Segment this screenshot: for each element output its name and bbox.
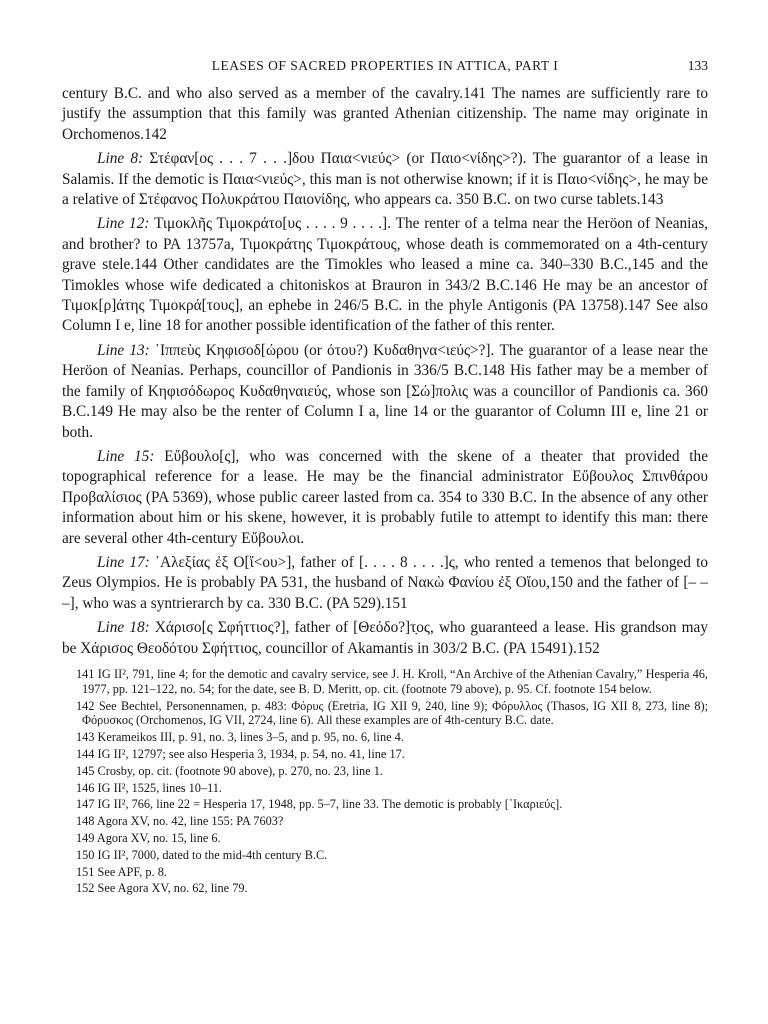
running-title: LEASES OF SACRED PROPERTIES IN ATTICA, PART I [211,58,559,73]
footnote: 145 Crosby, op. cit. (footnote 90 above), p. 270, no. 23, line 1. [76,763,383,778]
footnote: 141 IG II², 791, line 4; for the demotic and cavalry service, see J. H. Kroll, “An Archive of the Athenian Cavalry,” Hesperia 46, 1977, pp. 121–122, no. 54; for the date, see B. D. Meritt, op. cit. (footnote 79 above), p. 95. Cf. footnote 154 below. [76,666,708,696]
document-page [62,58,708,898]
paragraph-text: Τιμοκλῆς Τιμοκράτο[υς . . . . 9 . . . .]. The renter of a telma near the Heröon of Neanias, and brother? to PA 13757a, Τιμοκράτης Τιμοκράτους, whose death is commemorated on a 4th-century grave stele.144 Other candidates are the Timokles who leased a mine ca. 340–330 B.C.,145 and the Timokles whose wife dedicated a chitoniskos at Brauron in 343/2 B.C.146 He may be an ancestor of Τιμοκ[ρ]άτης Τιμοκρά[τους], an ephebe in 246/5 B.C. in the phyle Antigonis (PA 13758).147 See also Column I e, line 18 for another possible identification of the father of this renter. [62,215,708,335]
paragraph [62,553,708,614]
line-label: Line 13: [97,341,150,359]
footnote: 150 IG II², 7000, dated to the mid-4th century B.C. [76,847,328,862]
running-header [62,58,708,84]
line-label: Line 17: [97,553,150,571]
footnotes [62,667,708,896]
paragraph [62,84,708,145]
paragraph-text: century B.C. and who also served as a member of the cavalry.141 The names are sufficiently rare to justify the assumption that this family was granted Athenian citizenship. The name may originate in Orchomenos.142 [62,85,708,143]
line-label: Line 12: [97,215,150,233]
paragraph-text: ᾽Αλεξίας ἐξ Ο[ἴ<ου>], father of [. . . . 8 . . . .]ς, who rented a temenos that belonged to Zeus Olympios. He is probably PA 531, the husband of Νακὼ Φανίου ἐξ Οἴου,150 and the father of [– – –], who was a syntrierarch by ca. 330 B.C. (PA 529).151 [62,553,708,612]
line-label: Line 8: [97,150,144,168]
paragraph [62,618,708,659]
footnote: 143 Kerameikos III, p. 91, no. 3, lines 3–5, and p. 95, no. 6, line 4. [76,730,404,745]
footnote: 146 IG II², 1525, lines 10–11. [76,780,222,795]
body-text [62,84,708,659]
line-label: Line 15: [97,447,155,465]
paragraph-text: Εὔβουλο[ς], who was concerned with the skene of a theater that provided the topographical reference for a lease. He may be the financial administrator Εὔβουλος Σπινθάρου Προβαλίσιος (PA 5369), whose public career lasted from ca. 354 to 330 B.C. In the absence of any other information about him or his skene, however, it is probably futile to attempt to identify this man: there are several other 4th-century Εὔβουλοι. [62,447,708,547]
footnote: 144 IG II², 12797; see also Hesperia 3, 1934, p. 54, no. 41, line 17. [76,746,405,761]
paragraph [62,341,708,443]
page-number: 133 [687,58,708,73]
paragraph [62,149,708,210]
paragraph [62,447,708,549]
footnote: 149 Agora XV, no. 15, line 6. [76,830,221,845]
paragraph-text: Χάρισο[ς Σφήττιος?], father of [Θεόδο?]τ̣ος, who guaranteed a lease. His grandson may be Χάρισος Θεοδότου Σφήττιος, councillor of Akamantis in 303/2 B.C. (PA 15491).152 [62,619,708,657]
footnote: 151 See APF, p. 8. [76,864,167,879]
footnote: 152 See Agora XV, no. 62, line 79. [76,881,248,896]
footnote: 142 See Bechtel, Personennamen, p. 483: Φόρυς (Eretria, IG XII 9, 240, line 9); Φόρυλλος (Thasos, IG XII 8, 273, line 8); Φόρυσκος (Orchomenos, IG VII, 2724, line 6). All these examples are of 4th-century B.C. date. [76,698,708,728]
footnote: 148 Agora XV, no. 42, line 155: PA 7603? [76,814,284,829]
footnote: 147 IG II², 766, line 22 = Hesperia 17, 1948, pp. 5–7, line 33. The demotic is probably [᾽Ικαριεύς]. [76,797,563,812]
paragraph [62,214,708,336]
paragraph-text: Στέφαν[ος . . . 7 . . .]δου Παια<νιεύς> (or Παιο<νίδης>?). The guarantor of a lease in Salamis. If the demotic is Παια<νιεύς>, this man is not otherwise known; if it is Παιο<νίδης>, he may be a relative of Στέφανος Πολυκράτου Παιονίδης, who appears ca. 350 B.C. on two curse tablets.143 [62,150,708,209]
paragraph-text: ῾Ιππεὺς Κηφισοδ[ώρου (or ότου?) Κυδαθηνα<ιεύς>?]. The guarantor of a lease near the Heröon of Neanias. Perhaps, councillor of Pandionis in 336/5 B.C.148 His father may be a member of the family of Κηφισόδωρος Κυδαθηναιεύς, whose son [Σώ]πολις was a councillor of Pandionis ca. 360 B.C.149 He may also be the renter of Column I a, line 14 or the guarantor of Column III e, line 21 or both. [62,341,708,441]
line-label: Line 18: [97,619,150,637]
